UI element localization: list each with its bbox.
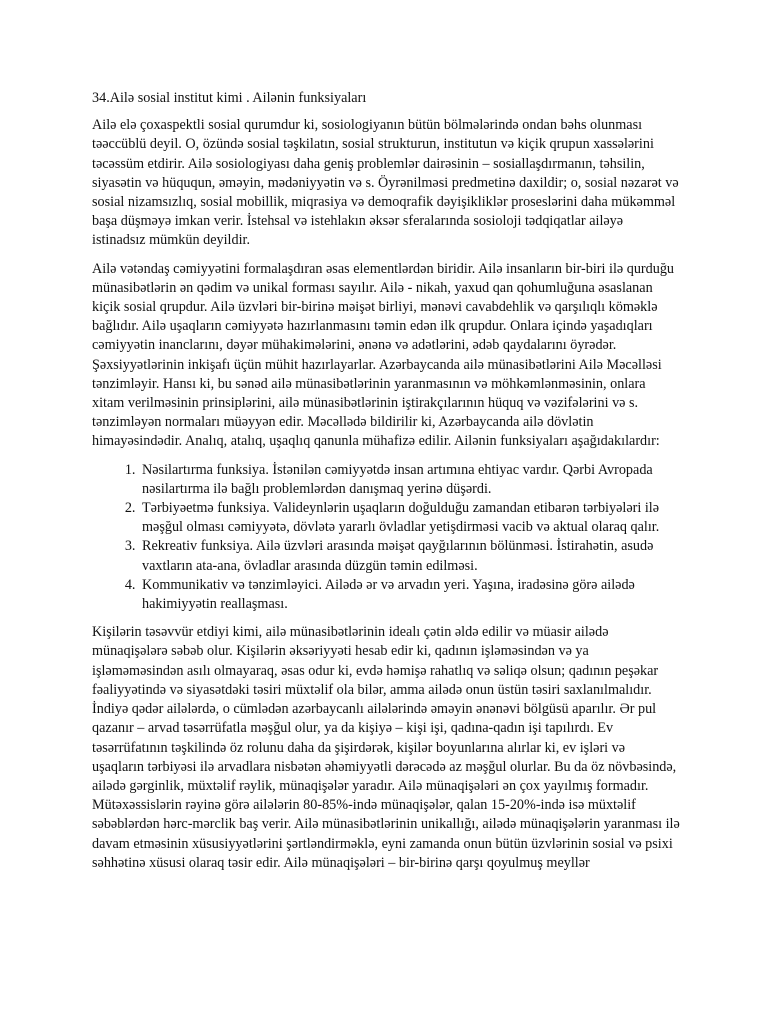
conflicts-paragraph: Kişilərin təsəvvür etdiyi kimi, ailə münasibətlərinin idealı çətin əldə edilir və müasir ailədə münaqişələrə səbəb olur. Kişilərin əksəriyyəti hesab edir ki, qadının işləməsindən və ya işləməməsindən asılı olmayaraq, əsas odur ki, evdə həmişə rahatlıq və səliqə olsun; qadının peşəkar fəaliyyətində və siyasətdəki təsiri müxtəlif ola bilər, amma ailədə onun üstün təsiri saxlanılmalıdır. İndiyə qədər ailələrdə, o cümlədən azərbaycanlı ailələrində əməyin ənənəvi bölgüsü aparılır. Ər pul qazanır – arvad təsərrüfatla məşğul olur, ya da kişiyə – kişi işi, qadına-qadın işi tapılırdı. Ev təsərrüfatının təşkilində öz rolunu daha da şişirdərək, kişilər boyunlarına alırlar ki, ev işləri və uşaqların tərbiyəsi ilə arvadlara nisbətən əhəmiyyətli dərəcədə az məşğul olurlar. Bu da öz növbəsində, ailədə gərginlik, müxtəlif rəylik, münaqişələr yaradır. Ailə münaqişələri ən çox yayılmış formadır. Mütəxəssislərin rəyinə görə ailələrin 80-85%-ində münaqişələr, qalan 15-20%-ində isə müxtəlif səbəblərdən hərc-mərclik baş verir. Ailə münasibətlərinin unikallığı, ailədə münaqişələrin yaranması ilə davam etməsinin xüsusiyyətlərini şərtləndirməklə, eyni zamanda onun bütün üzvlərinin sosial və psixi səhhətinə xüsusi olaraq təsir edir. Ailə münaqişələri – bir-birinə qarşı qoyulmuş meyllər bbox=[92, 624, 680, 871]
list-item: 1. Nəsilartırma funksiya. İstənilən cəmiyyətdə insan artımına ehtiyac vardır. Qərbi Avropada nəsilartırma ilə bağlı problemlərdən danışmaq yerinə düşərdi. bbox=[139, 461, 680, 499]
intro-paragraph: Ailə elə çoxaspektli sosial qurumdur ki, sosiologiyanın bütün bölmələrində ondan bəhs olunması təəccüblü deyil. O, özündə sosial təşkilatın, sosial strukturun, institutun və kiçik qrupun xassələrini təcəssüm etdirir. Ailə sosiologiyası daha geniş problemlər dairəsinin – sosiallaşdırmanın, təhsilin, siyasətin və hüququn, əməyin, mədəniyyətin və s. Öyrənilməsi predmetinə daxildir; o, sosial nəzarət və sosial nizamsızlıq, sosial mobillik, miqrasiya və demoqrafik dəyişikliklər proseslərini daha mükəmməl başa düşməyə imkan verir. İstehsal və istehlakın əksər sferalarında sosioloji tədqiqatlar ailəyə istinadsız mümkün deyildir. bbox=[92, 117, 679, 249]
functions-list bbox=[92, 461, 680, 615]
list-item: 4. Kommunikativ və tənzimləyici. Ailədə ər və arvadın yeri. Yaşına, iradəsinə görə ailədə hakimiyyətin reallaşması. bbox=[139, 576, 680, 614]
family-definition-paragraph: Ailə vətəndaş cəmiyyətini formalaşdıran əsas elementlərdən biridir. Ailə insanların bir-biri ilə qurduğu münasibətlərin ən qədim və unikal forması sayılır. Ailə - nikah, yaxud qan qohumluğuna əsaslanan kiçik sosial qrupdur. Ailə üzvləri bir-birinə məişət birliyi, mənəvi cavabdehlik və qarşılıqlı köməklə bağlıdır. Ailə uşaqların cəmiyyətə hazırlanmasını təmin edən ilk qrupdur. Onlara içində yaşadıqları cəmiyyətin inanclarını, dəyər mühakimələrini, ənənə və adətlərini, ədəb qaydalarını öyrədər. Şəxsiyyətlərinin inkişafı üçün mühit hazırlayarlar. Azərbaycanda ailə münasibətlərini Ailə Məcəlləsi tənzimləyir. Hansı ki, bu sənəd ailə münasibətlərinin yaranmasının və möhkəmlənməsinin, onlara xitam verilməsinin prinsiplərini, ailə münasibətlərinin iştirakçılarının hüquq və vəzifələrini və s. tənzimləyən normaları müəyyən edir. Məcəllədə bildirilir ki, Azərbaycanda ailə dövlətin himayəsindədir. Analıq, atalıq, uşaqlıq qanunla mühafizə edilir. Ailənin funksiyaları aşağıdakılardır: bbox=[92, 260, 675, 450]
list-item: 2. Tərbiyəetmə funksiya. Valideynlərin uşaqların doğulduğu zamandan etibarən tərbiyələri ilə məşğul olması cəmiyyətə, dövlətə yararlı övladlar yetişdirməsi vacib və aktual olaraq qalır. bbox=[139, 499, 680, 537]
list-item: 3. Rekreativ funksiya. Ailə üzvləri arasında məişət qayğılarının bölünməsi. İstirahətin, asudə vaxtların ata-ana, övladlar arasında düzgün təmin edilməsi. bbox=[139, 537, 680, 575]
document-title: 34.Ailə sosial institut kimi . Ailənin funksiyaları bbox=[92, 90, 367, 106]
